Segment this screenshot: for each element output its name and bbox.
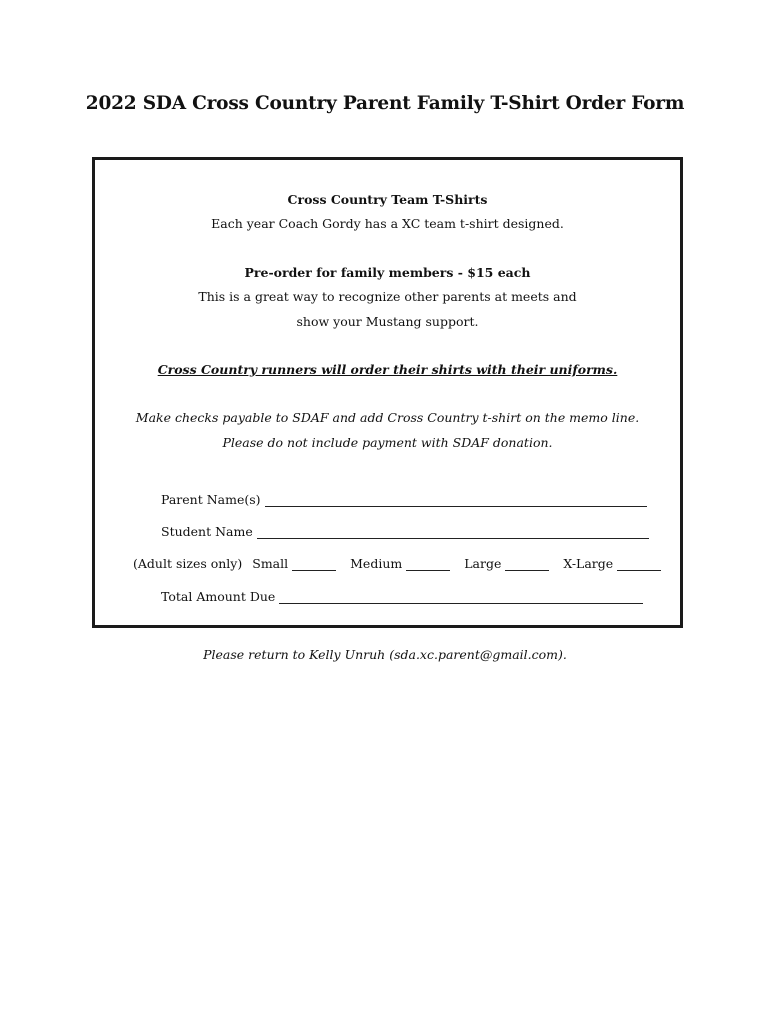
size-medium-field[interactable]: [406, 558, 450, 571]
parent-name-row: [161, 492, 647, 507]
size-large: [464, 556, 549, 571]
return-note: Please return to Kelly Unruh (sda.xc.parent@gmail.com).: [203, 647, 567, 662]
student-name-row: [161, 524, 649, 539]
size-medium: [350, 556, 450, 571]
preorder-text-line-2: show your Mustang support.: [296, 314, 479, 329]
sizes-row: [133, 556, 661, 571]
total-amount-field[interactable]: [279, 591, 643, 604]
intro-text: Each year Coach Gordy has a XC team t-shirt designed.: [211, 216, 564, 231]
order-form-box: [92, 157, 683, 628]
size-xlarge: [563, 556, 661, 571]
size-small-field[interactable]: [292, 558, 336, 571]
size-small-label: Small: [252, 556, 289, 571]
size-medium-label: Medium: [350, 556, 403, 571]
student-name-field[interactable]: [257, 526, 649, 539]
parent-name-label: Parent Name(s): [161, 492, 261, 507]
size-xlarge-label: X-Large: [563, 556, 614, 571]
size-large-field[interactable]: [505, 558, 549, 571]
runners-note: Cross Country runners will order their shirts with their uniforms.: [157, 362, 618, 377]
preorder-text-line-1: This is a great way to recognize other parents at meets and: [198, 289, 577, 304]
checks-text-line-2: Please do not include payment with SDAF donation.: [222, 435, 553, 450]
total-amount-label: Total Amount Due: [161, 589, 276, 604]
size-small: [252, 556, 336, 571]
size-large-label: Large: [464, 556, 502, 571]
sizes-label: (Adult sizes only): [133, 556, 243, 571]
total-amount-row: [161, 589, 643, 604]
size-xlarge-field[interactable]: [617, 558, 661, 571]
team-shirts-heading: Cross Country Team T-Shirts: [287, 192, 488, 207]
student-name-label: Student Name: [161, 524, 253, 539]
preorder-heading: Pre-order for family members - $15 each: [244, 265, 531, 280]
page-title: 2022 SDA Cross Country Parent Family T-Shirt Order Form: [85, 93, 685, 114]
parent-name-field[interactable]: [265, 494, 647, 507]
checks-text-line-1: Make checks payable to SDAF and add Cross Country t-shirt on the memo line.: [135, 410, 640, 425]
